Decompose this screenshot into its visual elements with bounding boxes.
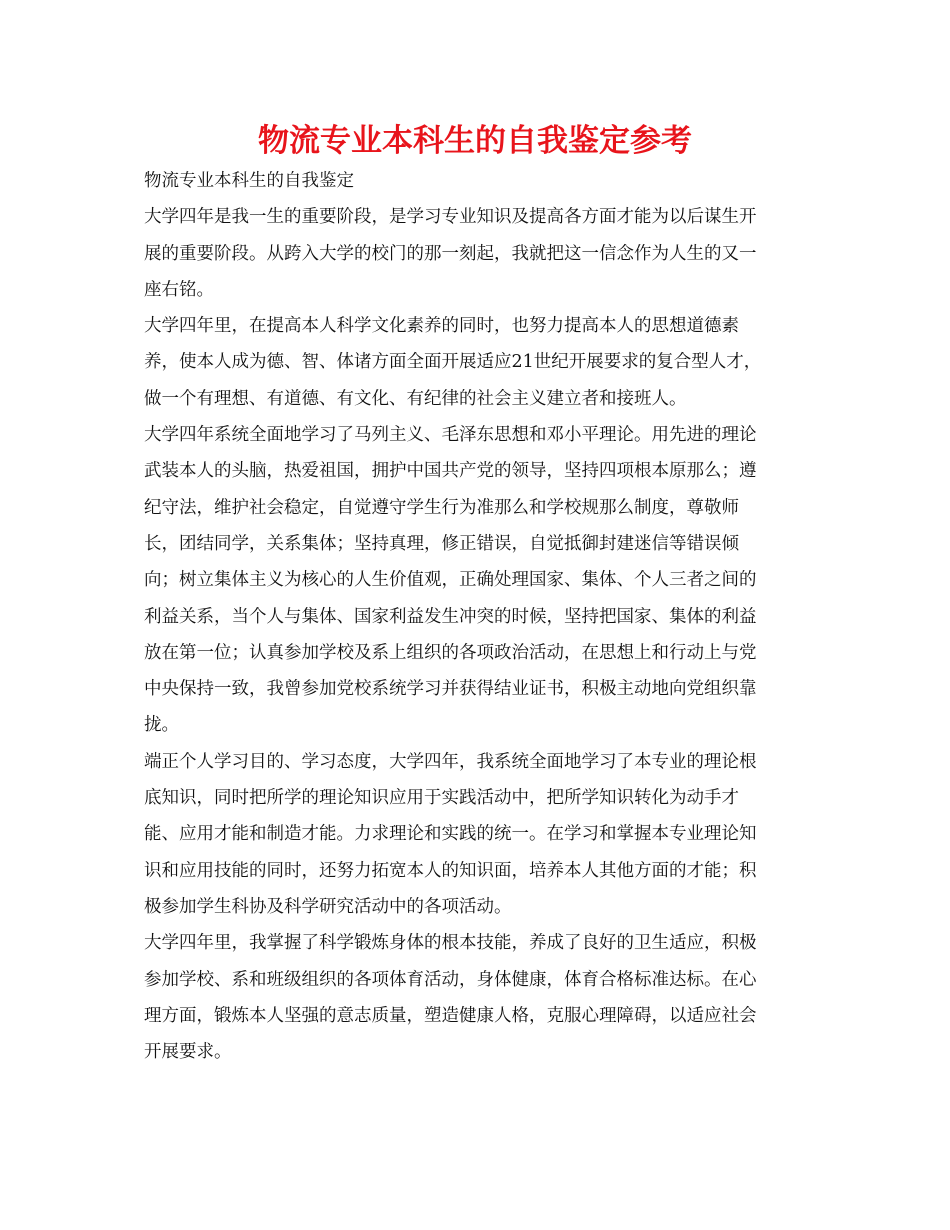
body-line: 极参加学生科协及科学研究活动中的各项活动。 bbox=[144, 896, 512, 917]
body-line: 利益关系，当个人与集体、国家利益发生冲突的时候，坚持把国家、集体的利益 bbox=[144, 606, 757, 627]
body-line: 展的重要阶段。从跨入大学的校门的那一刻起，我就把这一信念作为人生的又一 bbox=[144, 243, 757, 264]
body-line: 中央保持一致，我曾参加党校系统学习并获得结业证书，积极主动地向党组织靠 bbox=[144, 679, 757, 700]
body-line: 参加学校、系和班级组织的各项体育活动，身体健康，体育合格标准达标。在心 bbox=[144, 969, 757, 990]
body-line: 养，使本人成为德、智、体诸方面全面开展适应21世纪开展要求的复合型人才， bbox=[144, 352, 762, 373]
body-line: 纪守法，维护社会稳定，自觉遵守学生行为准那么和学校规那么制度，尊敬师 bbox=[144, 497, 739, 518]
body-line: 长，团结同学，关系集体；坚持真理，修正错误，自觉抵御封建迷信等错误倾 bbox=[144, 533, 739, 554]
body-line: 大学四年系统全面地学习了马列主义、毛泽东思想和邓小平理论。用先进的理论 bbox=[144, 425, 757, 446]
body-line: 大学四年是我一生的重要阶段，是学习专业知识及提高各方面才能为以后谋生开 bbox=[144, 207, 757, 228]
body-line: 能、应用才能和制造才能。力求理论和实践的统一。在学习和掌握本专业理论知 bbox=[144, 824, 757, 845]
body-line: 识和应用技能的同时，还努力拓宽本人的知识面，培养本人其他方面的才能；积 bbox=[144, 860, 757, 881]
body-line: 端正个人学习目的、学习态度，大学四年，我系统全面地学习了本专业的理论根 bbox=[144, 751, 757, 772]
body-line: 物流专业本科生的自我鉴定 bbox=[144, 171, 354, 191]
body-line: 座右铭。 bbox=[144, 279, 214, 300]
document-title: 物流专业本科生的自我鉴定参考 bbox=[258, 123, 692, 159]
body-line: 底知识，同时把所学的理论知识应用于实践活动中，把所学知识转化为动手才 bbox=[144, 788, 739, 809]
body-line: 向；树立集体主义为核心的人生价值观，正确处理国家、集体、个人三者之间的 bbox=[144, 570, 757, 591]
document-body bbox=[144, 163, 804, 1070]
body-line: 大学四年里，在提高本人科学文化素养的同时，也努力提高本人的思想道德素 bbox=[144, 316, 739, 337]
body-line: 做一个有理想、有道德、有文化、有纪律的社会主义建立者和接班人。 bbox=[144, 388, 687, 409]
body-line: 大学四年里，我掌握了科学锻炼身体的根本技能，养成了良好的卫生适应，积极 bbox=[144, 933, 757, 954]
body-line: 拢。 bbox=[144, 715, 179, 736]
body-line: 开展要求。 bbox=[144, 1042, 232, 1063]
body-line: 放在第一位；认真参加学校及系上组织的各项政治活动，在思想上和行动上与党 bbox=[144, 642, 757, 663]
body-line: 理方面，锻炼本人坚强的意志质量，塑造健康人格，克服心理障碍，以适应社会 bbox=[144, 1005, 757, 1026]
body-line: 武装本人的头脑，热爱祖国，拥护中国共产党的领导，坚持四项根本原那么；遵 bbox=[144, 461, 757, 482]
